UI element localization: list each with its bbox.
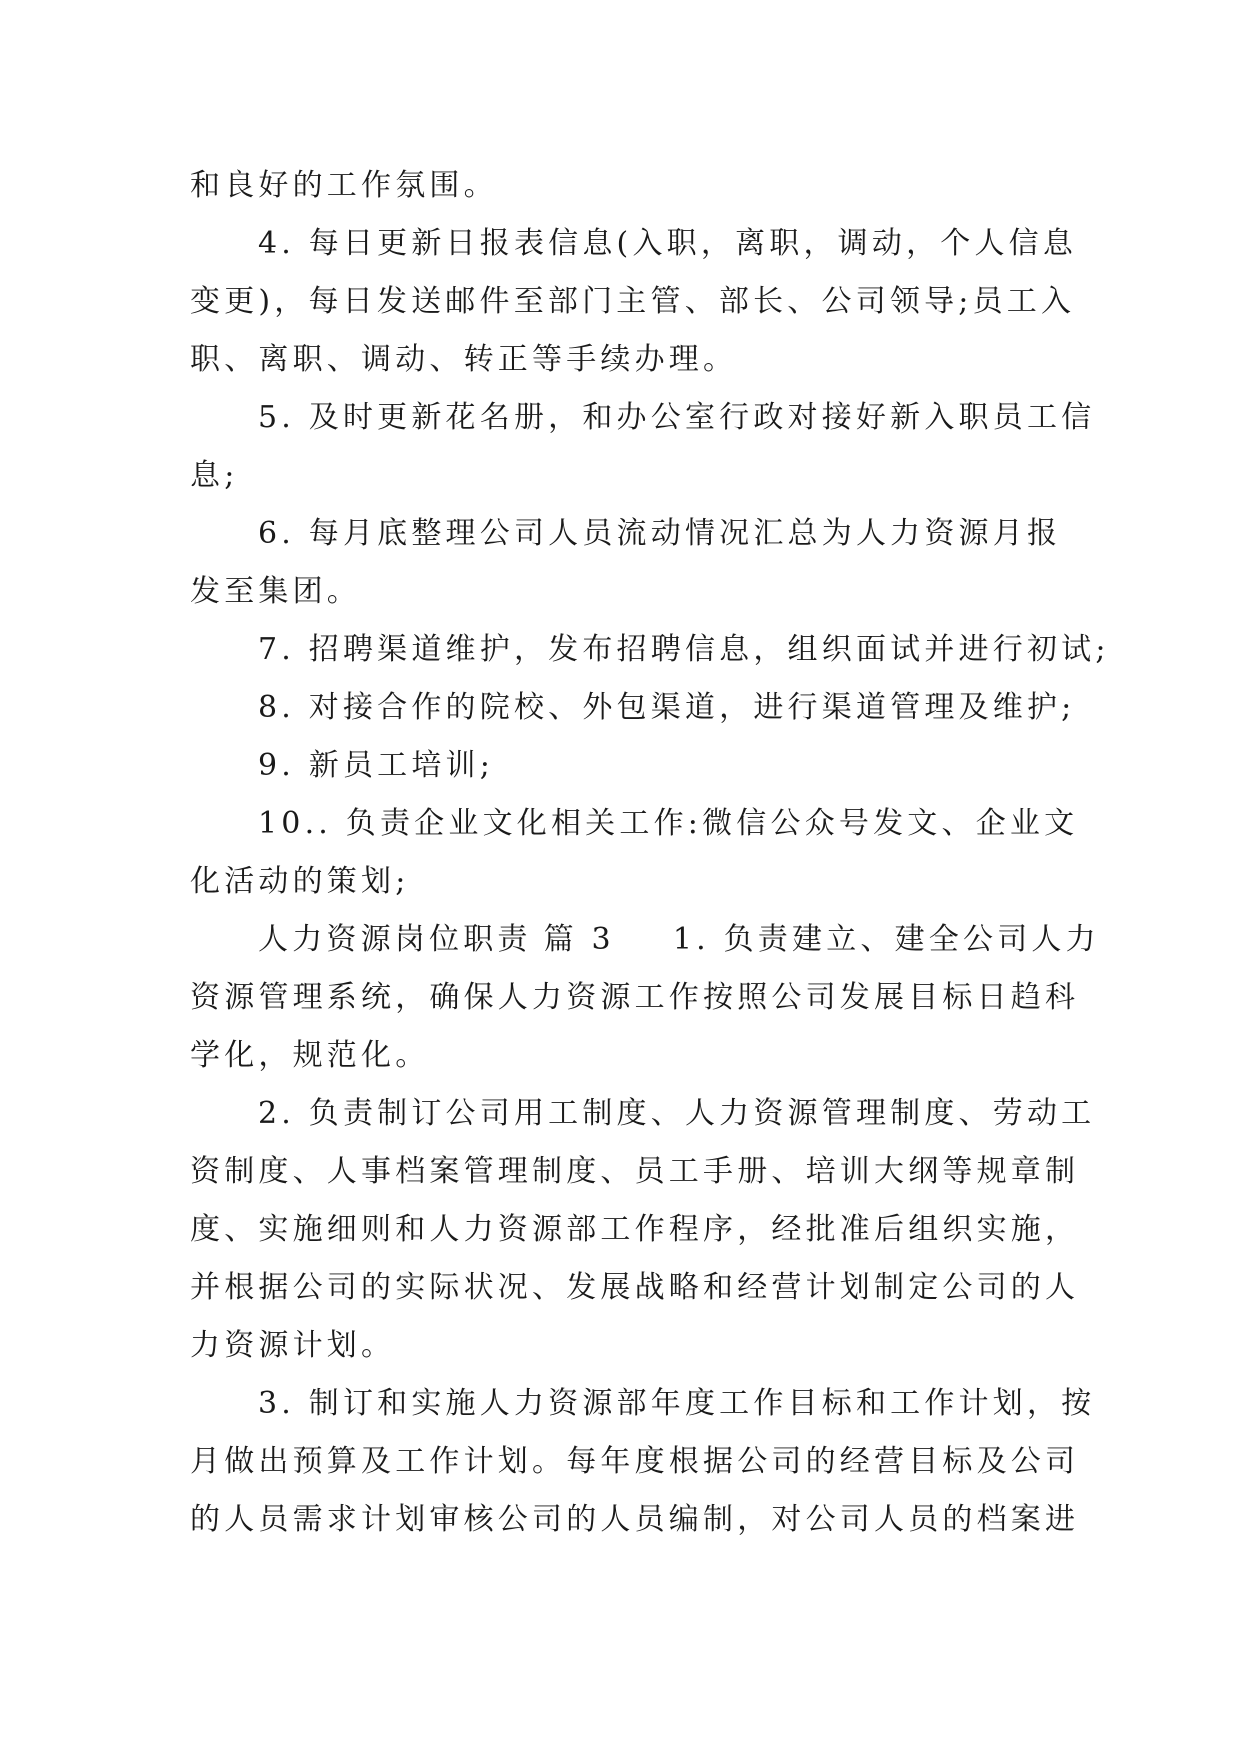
- text-line: 变更)，每日发送邮件至部门主管、部长、公司领导;员工入: [190, 284, 1076, 319]
- text-line: 度、实施细则和人力资源部工作程序，经批准后组织实施，: [190, 1212, 1080, 1247]
- text-line: 职、离职、调动、转正等手续办理。: [190, 342, 738, 377]
- text-line: 3. 制订和实施人力资源部年度工作目标和工作计划，按: [258, 1386, 1096, 1421]
- text-line: 力资源计划。: [190, 1328, 396, 1363]
- section-3-heading-line: [258, 920, 1100, 960]
- text-line: 化活动的策划;: [190, 864, 410, 899]
- text-line: 6. 每月底整理公司人员流动情况汇总为人力资源月报: [258, 516, 1062, 551]
- text-line: 8. 对接合作的院校、外包渠道，进行渠道管理及维护;: [258, 690, 1076, 725]
- text-line: 发至集团。: [190, 574, 361, 609]
- text-line: 资源管理系统，确保人力资源工作按照公司发展目标日趋科: [190, 980, 1080, 1015]
- text-line: 并根据公司的实际状况、发展战略和经营计划制定公司的人: [190, 1270, 1080, 1305]
- text-line: 息;: [190, 458, 239, 493]
- section-label: 篇 3: [543, 922, 615, 957]
- text-line: 10.. 负责企业文化相关工作:微信公众号发文、企业文: [258, 806, 1079, 841]
- text-line: 7. 招聘渠道维护，发布招聘信息，组织面试并进行初试;: [258, 632, 1110, 667]
- section-title: 人力资源岗位职责: [258, 922, 532, 957]
- text-line: 2. 负责制订公司用工制度、人力资源管理制度、劳动工: [258, 1096, 1096, 1131]
- text-line: 和良好的工作氛围。: [190, 168, 498, 203]
- text-line: 学化，规范化。: [190, 1038, 430, 1073]
- section-first-item: 1. 负责建立、建全公司人力: [672, 922, 1100, 957]
- text-line: 9. 新员工培训;: [258, 748, 495, 783]
- text-line: 的人员需求计划审核公司的人员编制，对公司人员的档案进: [190, 1502, 1080, 1537]
- text-line: 月做出预算及工作计划。每年度根据公司的经营目标及公司: [190, 1444, 1080, 1479]
- text-line: 资制度、人事档案管理制度、员工手册、培训大纲等规章制: [190, 1154, 1080, 1189]
- text-line: 4. 每日更新日报表信息(入职，离职，调动，个人信息: [258, 226, 1078, 261]
- text-line: 5. 及时更新花名册，和办公室行政对接好新入职员工信: [258, 400, 1096, 435]
